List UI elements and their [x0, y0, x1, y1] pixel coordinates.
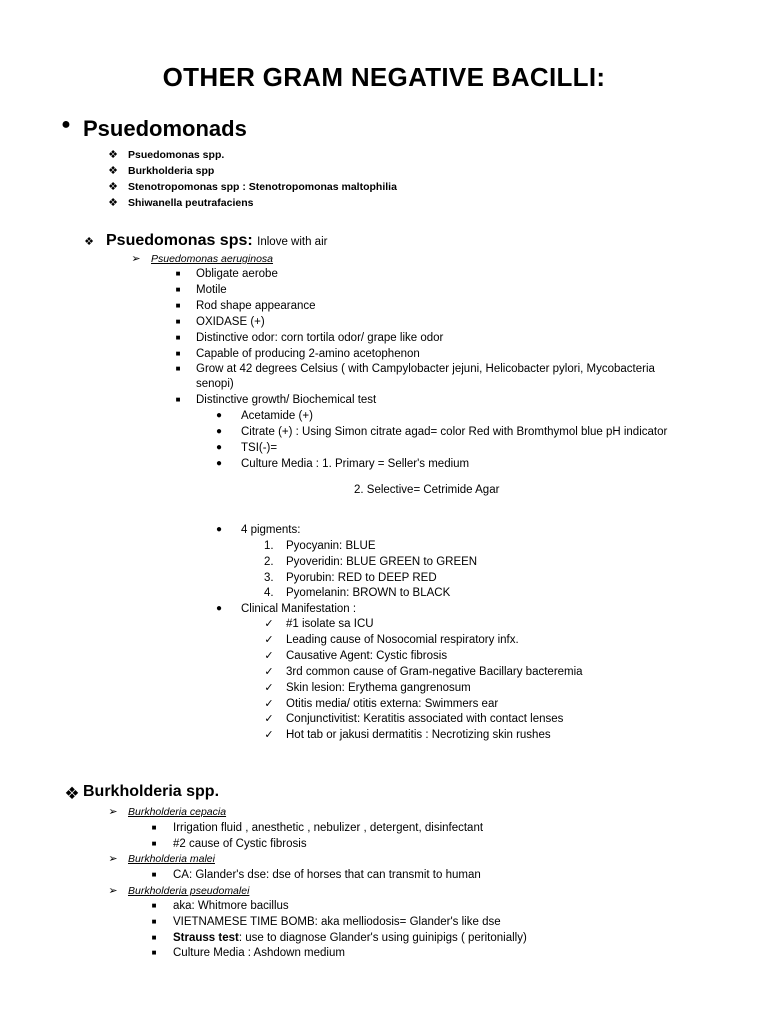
pigment-number: 3.	[264, 572, 274, 584]
arrow-bullet-icon: ➢	[108, 853, 118, 865]
clinical-item: Conjunctivitist: Keratitis associated with contact lenses	[286, 713, 564, 725]
list-item: Distinctive odor: corn tortila odor/ grape like odor	[196, 332, 444, 344]
check-bullet-icon: ✓	[264, 634, 274, 646]
test-item: TSI(-)=	[241, 442, 278, 454]
test-item: Culture Media : 1. Primary = Seller's medium	[241, 458, 470, 470]
pigment-item: Pyorubin: RED to DEEP RED	[286, 572, 437, 584]
species-name: Burkholderia malei	[128, 853, 215, 865]
square-bullet-icon: ■	[151, 917, 157, 926]
page-title: OTHER GRAM NEGATIVE BACILLI:	[162, 62, 606, 92]
clinical-item: Otitis media/ otitis externa: Swimmers ear	[286, 698, 499, 710]
list-item: Irrigation fluid , anesthetic , nebulizer , detergent, disinfectant	[173, 822, 484, 834]
list-item: Obligate aerobe	[196, 268, 278, 280]
test-item: Citrate (+) : Using Simon citrate agad= color Red with Bromthymol blue pH indicator	[241, 426, 668, 438]
square-bullet-icon: ■	[151, 839, 157, 848]
pigment-item: Pyoveridin: BLUE GREEN to GREEN	[286, 556, 478, 568]
dot-bullet-icon: ●	[215, 442, 223, 453]
clinical-item: Hot tab or jakusi dermatitis : Necrotizing skin rushes	[286, 729, 551, 741]
list-item: aka: Whitmore bacillus	[173, 900, 289, 912]
square-bullet-icon: ■	[175, 285, 181, 294]
check-bullet-icon: ✓	[264, 698, 274, 710]
list-item: Stenotropomonas spp : Stenotropomonas maltophilia	[128, 181, 397, 193]
square-bullet-icon: ■	[175, 349, 181, 358]
test-item: Acetamide (+)	[241, 410, 313, 422]
pigment-number: 1.	[264, 540, 274, 552]
check-bullet-icon: ✓	[264, 713, 274, 725]
dot-bullet-icon: ●	[215, 603, 223, 614]
list-item: #2 cause of Cystic fibrosis	[173, 838, 307, 850]
pigment-number: 4.	[264, 587, 274, 599]
list-item: Distinctive growth/ Biochemical test	[196, 394, 377, 406]
check-bullet-icon: ✓	[264, 618, 274, 630]
clinical-item: Leading cause of Nosocomial respiratory infx.	[286, 634, 519, 646]
check-bullet-icon: ✓	[264, 682, 274, 694]
pigment-item: Pyomelanin: BROWN to BLACK	[286, 587, 451, 599]
list-item: Motile	[196, 284, 227, 296]
diamond-bullet-icon: ❖	[108, 165, 118, 177]
arrow-bullet-icon: ➢	[131, 253, 141, 265]
heading-note: Inlove with air	[257, 236, 328, 248]
pigments-label: 4 pigments:	[241, 524, 301, 536]
square-bullet-icon: ■	[175, 333, 181, 342]
species-name: Burkholderia cepacia	[128, 806, 227, 818]
strauss-test-text: : use to diagnose Glander's using guinipigs ( peritonially)	[238, 932, 527, 944]
list-item: OXIDASE (+)	[196, 316, 265, 328]
square-bullet-icon: ■	[151, 870, 157, 879]
clinical-label: Clinical Manifestation :	[241, 603, 357, 615]
square-bullet-icon: ■	[151, 948, 157, 957]
dot-bullet-icon: ●	[215, 458, 223, 469]
list-item: Capable of producing 2-amino acetophenon	[196, 348, 420, 360]
list-item: Rod shape appearance	[196, 300, 316, 312]
pigment-item: Pyocyanin: BLUE	[286, 540, 376, 552]
square-bullet-icon: ■	[151, 933, 157, 942]
square-bullet-icon: ■	[175, 301, 181, 310]
square-bullet-icon: ■	[175, 395, 181, 404]
arrow-bullet-icon: ➢	[108, 806, 118, 818]
bullet-icon: ●	[61, 116, 71, 133]
list-item: VIETNAMESE TIME BOMB: aka melliodosis= Glander's like dse	[173, 916, 501, 928]
clinical-item: Skin lesion: Erythema gangrenosum	[286, 682, 471, 694]
list-item: Culture Media : Ashdown medium	[173, 947, 345, 959]
dot-bullet-icon: ●	[215, 524, 223, 535]
square-bullet-icon: ■	[175, 364, 181, 373]
list-item	[173, 931, 527, 945]
dot-bullet-icon: ●	[215, 426, 223, 437]
diamond-bullet-icon: ❖	[108, 181, 118, 193]
check-bullet-icon: ✓	[264, 650, 274, 662]
strauss-test-label: Strauss test	[173, 932, 239, 944]
square-bullet-icon: ■	[151, 823, 157, 832]
diamond-bullet-icon: ❖	[108, 197, 118, 209]
list-item-continuation: senopi)	[196, 378, 234, 390]
species-name: Psuedomonas aeruginosa	[151, 253, 274, 265]
check-bullet-icon: ✓	[264, 666, 274, 678]
arrow-bullet-icon: ➢	[108, 885, 118, 897]
diamond-bullet-icon: ❖	[64, 784, 80, 803]
section-heading-burkholderia: Burkholderia spp.	[83, 783, 220, 800]
selective-media: 2. Selective= Cetrimide Agar	[354, 484, 500, 496]
check-bullet-icon: ✓	[264, 729, 274, 741]
list-item: Shiwanella peutrafaciens	[128, 197, 254, 209]
section-heading-psuedomonas-sps	[106, 231, 327, 252]
pigment-number: 2.	[264, 556, 274, 568]
dot-bullet-icon: ●	[215, 410, 223, 421]
square-bullet-icon: ■	[151, 901, 157, 910]
clinical-item: #1 isolate sa ICU	[286, 618, 374, 630]
clinical-item: 3rd common cause of Gram-negative Bacillary bacteremia	[286, 666, 583, 678]
diamond-bullet-icon: ❖	[84, 236, 94, 248]
diamond-bullet-icon: ❖	[108, 149, 118, 161]
heading-text: Psuedomonas sps:	[106, 232, 253, 249]
clinical-item: Causative Agent: Cystic fibrosis	[286, 650, 448, 662]
square-bullet-icon: ■	[175, 317, 181, 326]
square-bullet-icon: ■	[175, 269, 181, 278]
species-name: Burkholderia pseudomalei	[128, 885, 250, 897]
list-item: Burkholderia spp	[128, 165, 215, 177]
list-item: CA: Glander's dse: dse of horses that can transmit to human	[173, 869, 481, 881]
list-item: Grow at 42 degrees Celsius ( with Campylobacter jejuni, Helicobacter pylori, Mycobacteria	[196, 363, 655, 375]
list-item: Psuedomonas spp.	[128, 149, 225, 161]
section-heading-psuedomonads: Psuedomonads	[83, 116, 247, 141]
